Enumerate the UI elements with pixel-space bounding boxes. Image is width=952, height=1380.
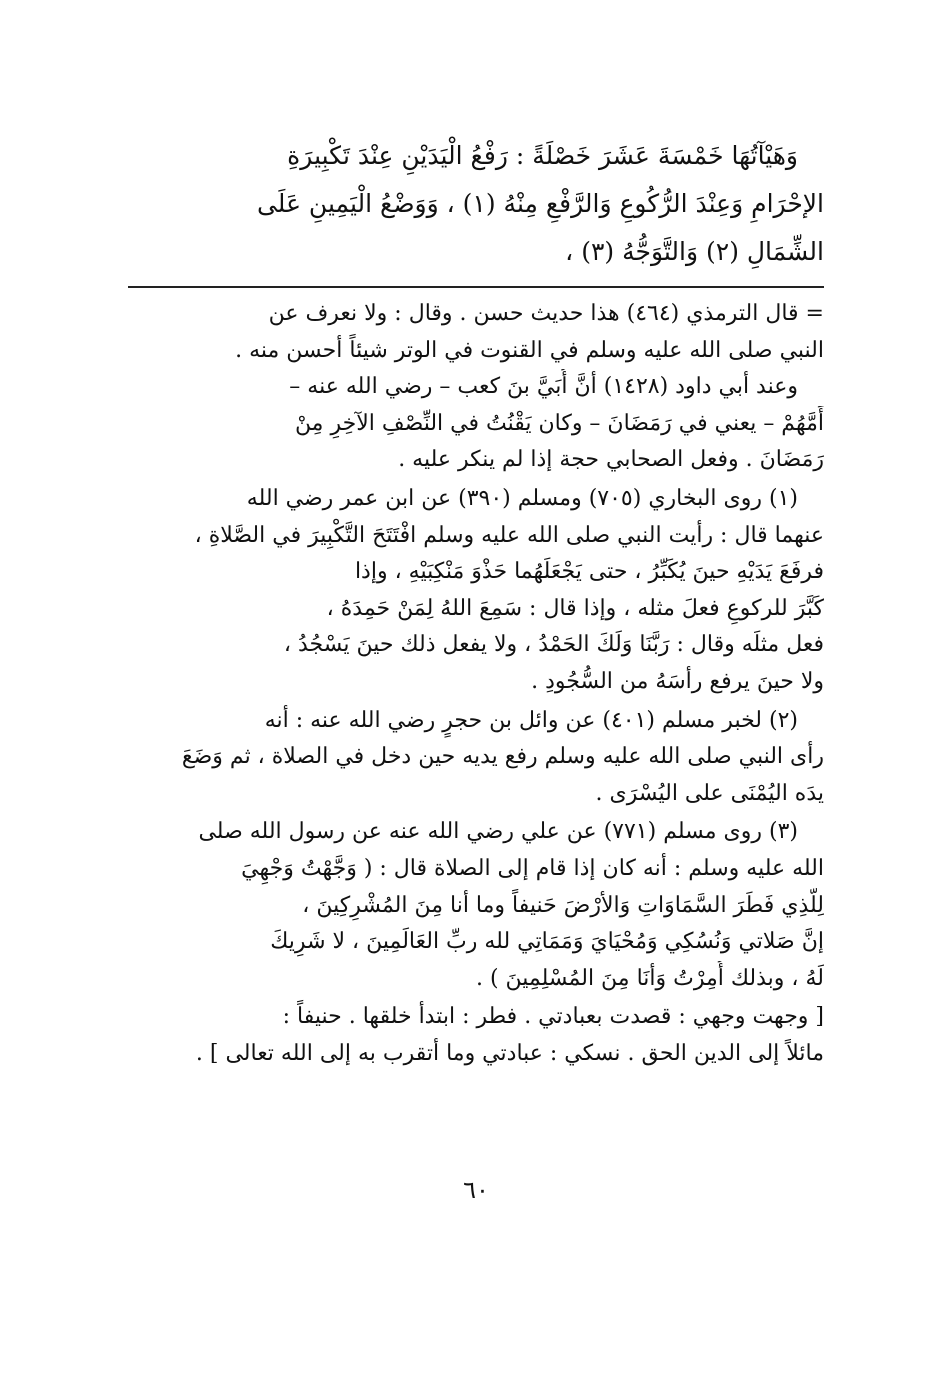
footnote-divider <box>128 286 824 288</box>
footnote-line: رَمَضَانَ . وفعل الصحابي حجة إذا لم ينكر عليه . <box>398 447 824 473</box>
footnote-continuation <box>128 296 824 369</box>
footnote-line: (١) روى البخاري (٧٠٥) ومسلم (٣٩٠) عن ابن عمر رضي الله <box>246 485 798 511</box>
footnote-line: (٣) روى مسلم (٧٧١) عن علي رضي الله عنه عن رسول الله صلى <box>198 819 798 845</box>
footnote-line: إنَّ صَلاتي وَنُسُكِي وَمُحْيَايَ وَمَمَاتِي لله ربِّ العَالَمِينَ ، لا شَرِيكَ <box>270 929 824 955</box>
footnote-line: عنهما قال : رأيت النبي صلى الله عليه وسلم افْتَتَحَ التَّكْبِيرَ في الصَّلاةِ ، <box>194 522 824 548</box>
footnotes <box>128 296 824 1072</box>
footnote-line: كَبَّرَ للركوعِ فعلَ مثله ، وإذا قال : سَمِعَ اللهُ لِمَنْ حَمِدَهُ ، <box>326 595 824 621</box>
main-text-line: الإحْرَامِ وَعِنْدَ الرُّكُوعِ وَالرَّفْعِ مِنْهُ (١) ، وَوَضْعُ الْيَمِينِ عَلَى <box>256 189 824 218</box>
glossary-note <box>128 999 824 1072</box>
glossary-line: [ وجهت وجهي : قصدت بعبادتي . فطر : ابتدأ خلقها . حنيفاً : <box>282 1004 824 1030</box>
glossary-line: مائلاً إلى الدين الحق . نسكي : عبادتي وما أتقرب به إلى الله تعالى ] . <box>195 1040 824 1066</box>
footnote-line: يدَه اليُمْنَى على اليُسْرَى . <box>595 780 824 806</box>
footnote-3 <box>128 814 824 997</box>
footnote-line: النبي صلى الله عليه وسلم في القنوت في الوتر شيئاً أحسن منه . <box>235 337 824 363</box>
footnote-2 <box>128 703 824 813</box>
footnote-line: وعند أبي داود (١٤٢٨) أنَّ أُبَيَّ بنَ كعب – رضي الله عنه – <box>289 374 798 400</box>
main-text <box>128 132 824 276</box>
footnote-1 <box>128 481 824 701</box>
footnote-abu-dawud <box>128 369 824 479</box>
main-text-line: الشِّمَالِ (٢) وَالتَّوَجُّهُ (٣) ، <box>565 237 824 266</box>
footnote-line: الله عليه وسلم : أنه كان إذا قام إلى الصلاة قال : ( وَجَّهْتُ وَجْهِيَ <box>241 855 824 881</box>
footnote-line: فعل مثلَه وقال : رَبَّنَا وَلَكَ الحَمْدُ ، ولا يفعل ذلك حينَ يَسْجُدُ ، <box>283 632 824 658</box>
page-number: ٦٠ <box>463 1176 489 1204</box>
footnote-line: فرفَعَ يَدَيْهِ حينَ يُكَبِّرُ ، حتى يَجْعَلَهُما حَذْوَ مَنْكِبَيْهِ ، وإذا <box>354 559 824 585</box>
footnote-line: لِلَّذِي فَطَرَ السَّمَاوَاتِ وَالأرْضَ حَنيفاً وما أنا مِنَ المُشْرِكِينَ ، <box>302 892 824 918</box>
main-text-line: وَهَيْآتُهَا خَمْسَةَ عَشَرَ خَصْلَةً : رَفْعُ الْيَدَيْنِ عِنْدَ تَكْبِيرَةِ <box>287 141 798 170</box>
footnote-line: لَهُ ، وبذلك أُمِرْتُ وَأنَا مِنَ المُسْلِمِينَ ) . <box>475 965 824 991</box>
footnote-line: (٢) لخبر مسلم (٤٠١) عن وائل بن حجرٍ رضي الله عنه : أنه <box>264 707 798 733</box>
footnote-line: = قال الترمذي (٤٦٤) هذا حديث حسن . وقال : ولا نعرف عن <box>268 301 824 326</box>
footnote-line: رأى النبي صلى الله عليه وسلم رفع يديه حين دخل في الصلاة ، ثم وَضَعَ <box>181 744 824 770</box>
footnote-line: ولا حينَ يرفع رأسَهُ من السُّجُودِ . <box>531 668 824 694</box>
footnote-line: أَمَّهُمْ – يعني في رَمَضَانَ – وكان يَقْنُتُ في النِّصْفِ الآخِرِ مِنْ <box>294 410 824 436</box>
